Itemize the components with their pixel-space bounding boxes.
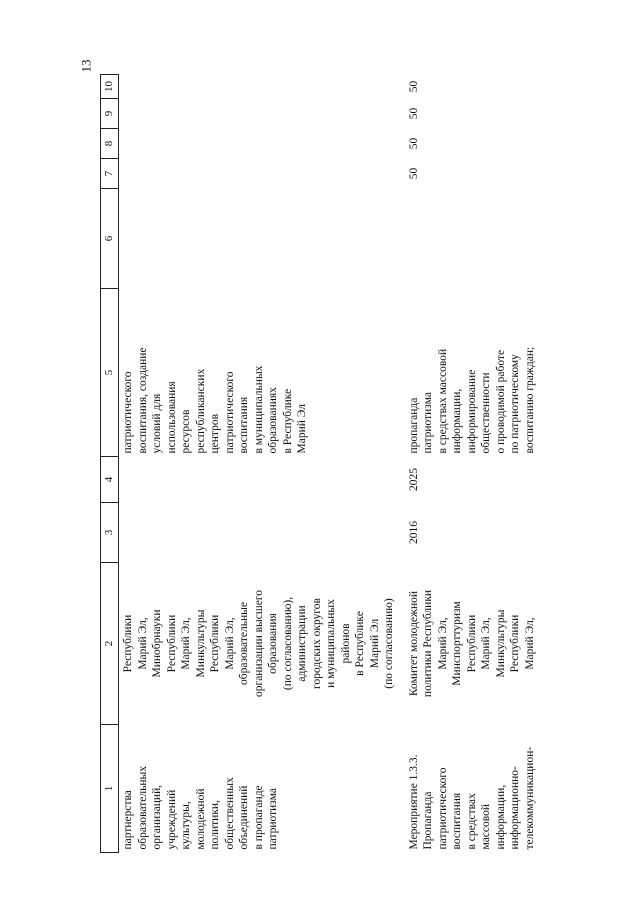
row2-measure-name: Мероприятие 1.3.3. Пропаганда патриотического воспитания в средствах массовой информации, информационно- телекоммуникацион- xyxy=(407,746,536,850)
row2-start-year: 2016 xyxy=(407,521,420,544)
row2-responsible: Комитет молодежной политики Республики Марий Эл, Минспорттуризм Республики Марий Эл, Минкультуры Республики Марий Эл, xyxy=(407,589,536,698)
row1-col9 xyxy=(119,99,399,129)
header-col-2: 2 xyxy=(101,563,119,725)
row1-start-year xyxy=(119,503,399,563)
rotated-page-content xyxy=(100,75,570,853)
header-col-1: 1 xyxy=(101,725,119,853)
row2-col9: 50 xyxy=(407,107,420,120)
program-table xyxy=(100,74,539,853)
header-col-7: 7 xyxy=(101,159,119,189)
row1-expected-result: патриотического воспитания, создание условий для использования ресурсов республиканских центров патриотического воспитания в муниципальных образованиях в Республике Марий Эл xyxy=(122,347,308,454)
table-row xyxy=(405,75,540,853)
header-col-6: 6 xyxy=(101,189,119,289)
header-col-5: 5 xyxy=(101,289,119,457)
header-col-9: 9 xyxy=(101,99,119,129)
row2-end-year: 2025 xyxy=(407,468,420,491)
row1-col7 xyxy=(119,159,399,189)
row1-measure-name: партнерства образовательных организаций, учреждений культуры, молодежной политики, общественных объединений в пропаганде патриотизма xyxy=(122,765,279,850)
row1-end-year xyxy=(119,457,399,503)
header-col-8: 8 xyxy=(101,129,119,159)
row2-col10: 50 xyxy=(407,80,420,93)
row2-col7: 50 xyxy=(407,167,420,180)
header-col-3: 3 xyxy=(101,503,119,563)
header-row xyxy=(101,75,119,853)
row1-col10 xyxy=(119,75,399,99)
page-number: 13 xyxy=(78,59,94,73)
row1-col6 xyxy=(119,189,399,289)
header-col-10: 10 xyxy=(101,75,119,99)
row2-expected-result: пропаганда патриотизма в средствах массовой информации, информирование общественности о проводимой работе по патриотическому воспитанию граждан; xyxy=(407,346,536,454)
header-col-4: 4 xyxy=(101,457,119,503)
row2-col8: 50 xyxy=(407,137,420,150)
table-row xyxy=(119,75,399,853)
row1-col8 xyxy=(119,129,399,159)
row1-responsible: Республики Марий Эл, Минобрнауки Республики Марий Эл, Минкультуры Республики Марий Эл, образовательные организации высшего образования (по согласованию), администрации городских округов и муниципальных районов в Республике Марий Эл (по согласованию) xyxy=(122,590,395,698)
row2-col6 xyxy=(405,189,540,289)
